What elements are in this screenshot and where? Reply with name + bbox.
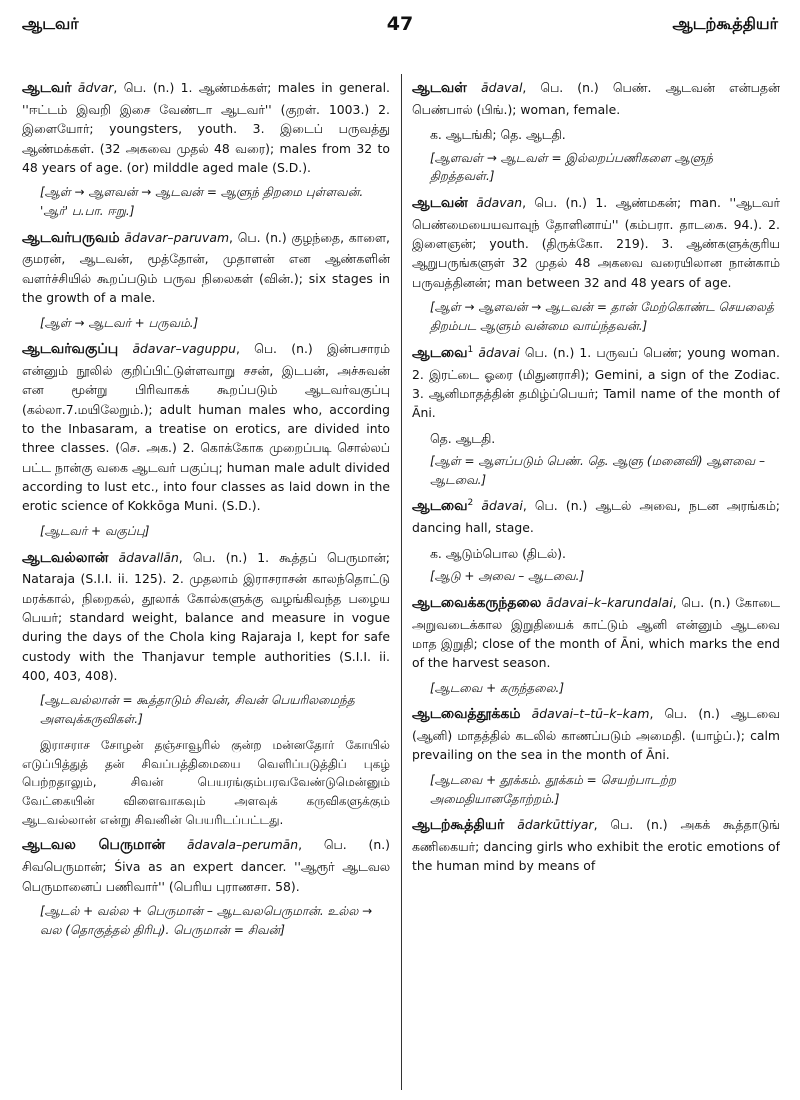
dictionary-entry <box>22 548 390 686</box>
dictionary-entry <box>412 193 780 292</box>
entry-headword: ஆடவல்லான் <box>22 549 109 566</box>
header-first-word: ஆடவர் <box>22 14 79 33</box>
dictionary-entry <box>22 339 390 516</box>
entry-note: இராசராச சோழன் தஞ்சாவூரில் குன்ற மன்னதோர் கோயில் எடுப்பித்துத் தன் சிவப்பத்திமையை வெளிப்படுத்திப் புகழ் பெற்றதாலும், சிவன் பெயரங்கும்பரவவேண்டுமென்னும் வேட்கையின் விளைவாகவும் அளவுக் கருவிகளுக்கும் ஆடவல்லான் என்று சிவனின் பெயரிடப்பட்டது. <box>22 737 390 827</box>
entry-headword: ஆடவர்பருவம் <box>22 229 120 246</box>
entry-transliteration: ādavai <box>481 498 523 514</box>
entry-etymology: [ஆள் = ஆளப்படும் பெண். தெ. ஆளு (மனைவி) ஆளவை – ஆடவை.] <box>430 453 765 487</box>
entry-headword: ஆடவைத்தூக்கம் <box>412 706 521 723</box>
entry-homograph-number: 1 <box>467 344 474 355</box>
entry-transliteration: ādvar <box>77 80 114 95</box>
entry-transliteration: ādavala–perumān <box>186 837 299 853</box>
entry-definition: , பெ. (n.) இன்பசாரம் என்னும் நூலில் குறிப்பிட்டுள்ளவாறு சசன், இடபன், அச்சுவன் என மூன்று பிரிவாகக் கூறப்படும் ஆடவர்வகுப்பு (கல்லா.7.மயிலேறும்.); adult human males who, according to the Inbasaram, a treatise on erotics, are divided into three classes. (செ. அக.) 2. கொக்கோக முறைப்படி சொல்லப் பட்ட நான்கு வகை ஆடவர் பகுப்பு; human male adult divided according to lust etc., into four classes as laid down in the erotic science of Kokkōga Muni. (S.D.). <box>22 341 390 514</box>
entry-definition: , பெ. (n.) ஆடல் அவை, நடன அரங்கம்; dancing hall, stage. <box>412 498 780 536</box>
entry-cognates: க. ஆடும்பொல (திடல்). <box>430 545 566 561</box>
entry-definition: , பெ. (n.) ஆடவை (ஆனி) மாதத்தில் கடலில் காணப்படும் அமைதி. (யாழ்ப்.); calm prevailing on the sea in the month of Āni. <box>412 706 780 763</box>
left-column <box>22 78 390 1096</box>
entry-transliteration: ādavar–paruvam <box>124 229 230 245</box>
entry-headword: ஆடற்கூத்தியர் <box>412 817 505 834</box>
entry-etymology: [ஆள் → ஆளவன் → ஆடவன் = தான் மேற்கொண்ட செயலைத் திறம்பட ஆளும் வன்மை வாய்ந்தவன்.] <box>430 300 774 333</box>
entry-definition: , பெ. (n.) 1. ஆண்மகன்; man. ''ஆடவர் பெண்மையையவாவுந் தோளினாய்'' (கம்பரா. தாடகை. 94.). 2. இளைஞன்; youth. (திருக்கோ. 219). 3. ஆண்களுக்குரிய ஆறுபருங்களுள் 32 முதல் 48 அகவை வரையிலான நான்காம் பருவத்தினன்; man between 32 and 48 years of age. <box>412 194 780 290</box>
page-number: 47 <box>386 13 414 35</box>
entry-cognates: தெ. ஆடதி. <box>430 430 496 446</box>
entry-transliteration: ādarkūttiyar <box>517 817 594 833</box>
dictionary-entry <box>412 496 780 537</box>
entry-cognates: க. ஆடங்கி; தெ. ஆடதி. <box>430 127 566 143</box>
entry-etymology: [ஆடவல்லான் = கூத்தாடும் சிவன், சிவன் பெயரிலமைந்த அளவுக்கருவிகள்.] <box>40 693 355 727</box>
page-header <box>0 10 800 36</box>
dictionary-entry <box>412 815 780 876</box>
entry-etymology: [ஆளவள் → ஆடவள் = இல்லறப்பணிகளை ஆளுந் திறத்தவள்.] <box>430 150 713 184</box>
entry-headword: ஆடவன் <box>412 194 468 211</box>
entry-headword: ஆடவள் <box>412 80 467 96</box>
entry-transliteration: ādavar–vaguppu <box>132 341 236 357</box>
entry-definition: , பெ. (n.) குழந்தை, காளை, குமரன், ஆடவன், மூத்தோன், முதாளன் என ஆண்களின் வளர்ச்சியில் கூறப்படும் பருவ நிலைகள் (வின்.); six stages in the growth of a male. <box>22 229 390 306</box>
entry-headword: ஆடவைக்கருந்தலை <box>412 594 542 611</box>
entry-definition: , பெ. (n.) 1. கூத்தப் பெருமான்; Nataraja (S.I.I. ii. 125). 2. முதலாம் இராசராசன் காலந்தொட்டு மரக்கால், நிறைகல், தூலாக் கோல்களுக்கு வழங்கிவந்த பழைய பெயர்; standard weight, balance and measure in vogue during the days of the Chola king Rajaraja I, kept for safe custody with the Thanjavur temple authorities (S.I.I. ii. 400, 403, 408). <box>22 549 390 684</box>
entry-etymology: [ஆடவை + தூக்கம். தூக்கம் = செயற்பாடற்ற அமைதியானதோற்றம்.] <box>430 772 677 806</box>
entry-transliteration: ādavallān <box>118 549 179 565</box>
entry-definition: பெ. (n.) 1. பருவப் பெண்; young woman. 2. இரட்டை ஓரை (மிதுனராசி); Gemini, a sign of the Zodiac. 3. ஆனிமாதத்தின் தமிழ்ப்பெயர்; Tamil name of the month of Āni. <box>412 344 780 421</box>
right-column <box>412 78 780 1096</box>
dictionary-entry <box>412 343 780 423</box>
dictionary-entry <box>412 593 780 673</box>
entry-etymology: [ஆள் → ஆடவர் + பருவம்.] <box>40 315 199 330</box>
dictionary-entry <box>22 78 390 177</box>
entry-transliteration: ādavai–k–karundalai <box>546 594 673 610</box>
dictionary-entry <box>22 228 390 308</box>
entry-transliteration: ādavan <box>476 194 523 210</box>
dictionary-entry <box>22 835 390 896</box>
entry-headword: ஆடவர்வகுப்பு <box>22 341 119 358</box>
entry-homograph-number: 2 <box>467 498 474 509</box>
entry-definition: , பெ. (n.) கோடை அறுவடைக்கால இறுதியைக் காட்டும் ஆனி என்னும் ஆடவை மாத இறுதி; close of the month of Āni, which marks the end of the harvest season. <box>412 594 780 671</box>
entry-definition: , பெ. (n.) சிவபெருமான்; Śiva as an expert dancer. ''ஆரூர் ஆடவல பெருமானைப் பணிவார்'' (பெரிய புராணசா. 58). <box>22 837 390 894</box>
entry-definition: , பெ. (n.) அகக் கூத்தாடுங் கணிகையர்; dancing girls who exhibit the erotic emotions of the human mind by means of <box>412 817 780 874</box>
entry-headword: ஆடவை <box>412 498 468 515</box>
entry-headword: ஆடவை <box>412 344 468 361</box>
entry-etymology: [ஆள் → ஆளவன் → ஆடவன் = ஆளுந் திறமை புள்ளவன். 'ஆர்' ப.பா. ஈறு.] <box>40 185 364 218</box>
entry-transliteration: ādaval <box>480 80 523 95</box>
header-last-word: ஆடற்கூத்தியர் <box>672 14 778 33</box>
entry-headword: ஆடவர் <box>22 80 72 96</box>
entry-etymology: [ஆடவர் + வகுப்பு] <box>40 523 150 538</box>
entry-definition: , பெ. (n.) பெண். ஆடவன் என்பதன் பெண்பால் (பிங்.); woman, female. <box>412 80 780 117</box>
entry-transliteration: ādavai <box>478 344 520 360</box>
dictionary-entry <box>412 78 780 119</box>
dictionary-entry <box>412 704 780 765</box>
entry-definition: , பெ. (n.) 1. ஆண்மக்கள்; males in general. ''ஈட்டம் இவறி இசை வேண்டா ஆடவர்'' (குறள். 1003.) 2. இளையோர்; youngsters, youth. 3. இடைப் பருவத்து ஆண்மக்கள். (32 அகவை முதல் 48 வரை); males from 32 to 48 years of age. (or) milddle aged male (S.D.). <box>22 80 390 175</box>
entry-etymology: [ஆடல் + வல்ல + பெருமான் – ஆடவலபெருமான். உல்ல → வல (தொகுத்தல் திரிபு). பெருமான் = சிவன்] <box>40 903 373 937</box>
column-divider <box>401 74 402 1090</box>
entry-etymology: [ஆடு + அவை – ஆடவை.] <box>430 569 585 583</box>
entry-transliteration: ādavai–t–tū–k–kam <box>531 706 650 722</box>
entry-headword: ஆடவல பெருமான் <box>22 837 166 854</box>
entry-etymology: [ஆடவை + கருந்தலை.] <box>430 680 565 695</box>
